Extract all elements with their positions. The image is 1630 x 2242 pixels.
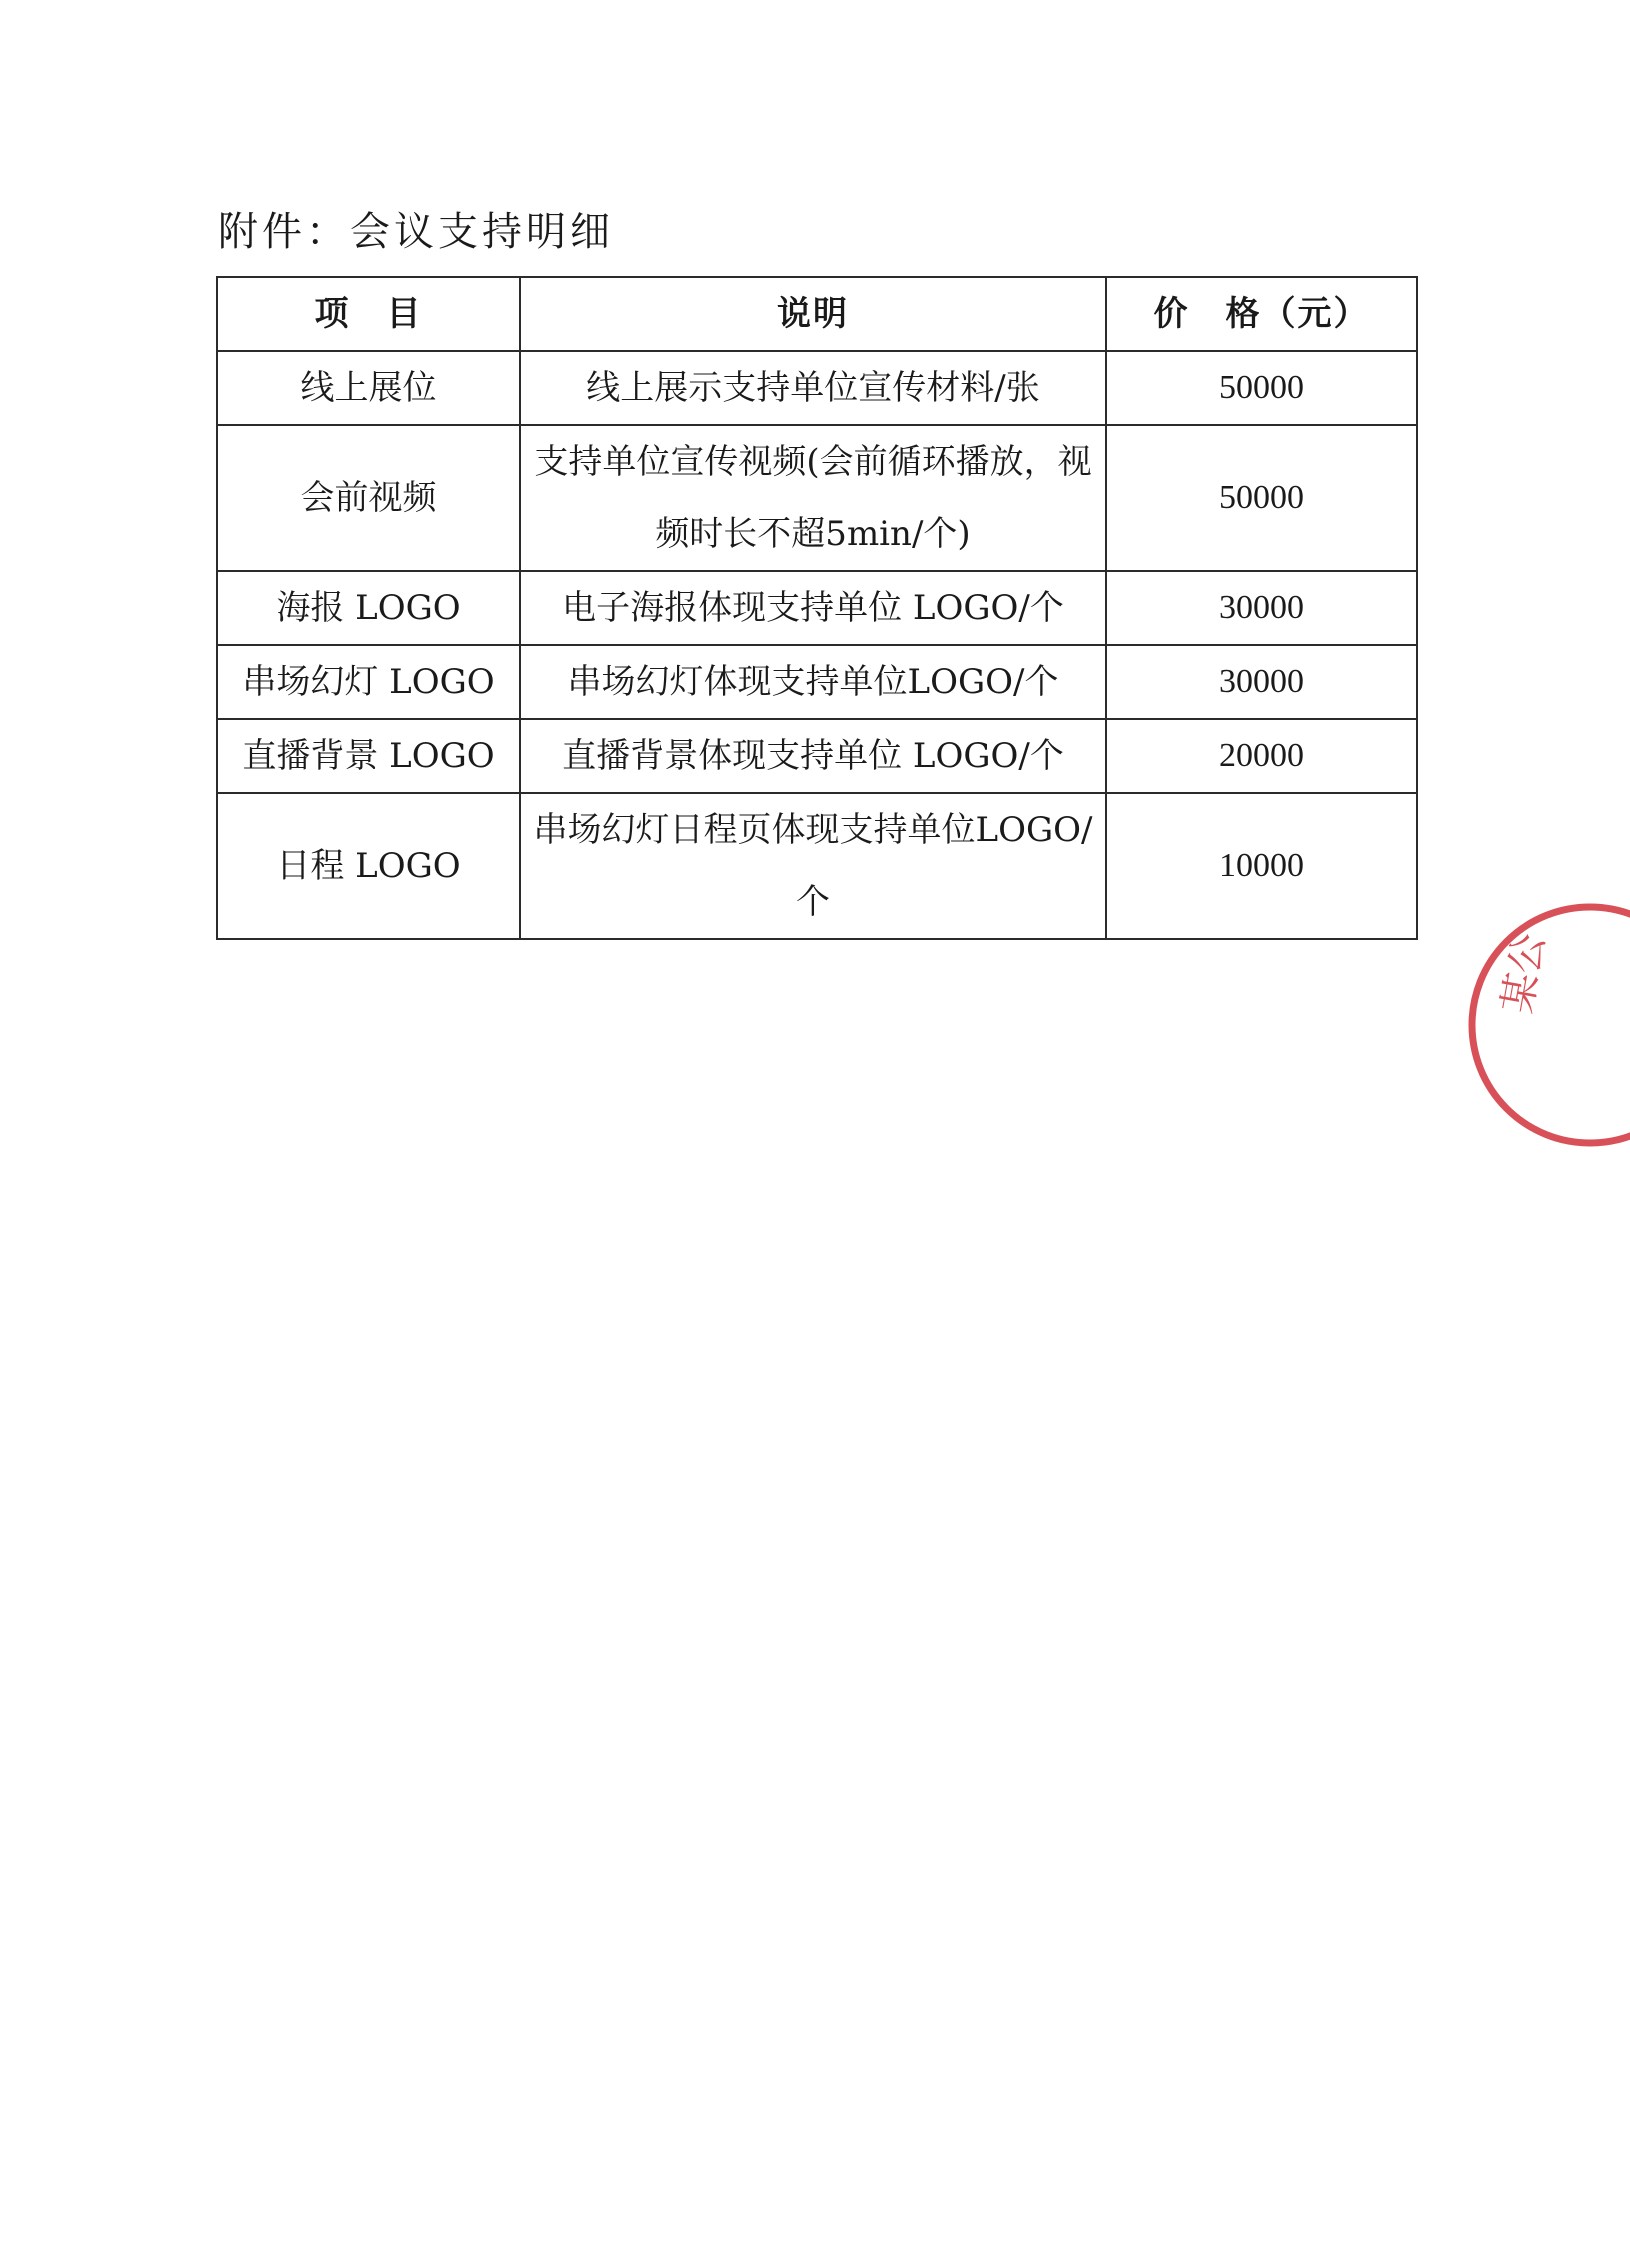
document-title: 附件：会议支持明细 bbox=[218, 209, 614, 255]
row-price: 30000 bbox=[1106, 571, 1417, 645]
row-price: 50000 bbox=[1106, 425, 1417, 571]
header-item: 项 目 bbox=[217, 277, 520, 351]
row-item: 直播背景 LOGO bbox=[217, 719, 520, 793]
row-description: 电子海报体现支持单位 LOGO/个 bbox=[520, 571, 1106, 645]
seal-text: 某公 bbox=[1494, 929, 1554, 1017]
row-item: 日程 LOGO bbox=[217, 793, 520, 939]
row-description: 支持单位宣传视频(会前循环播放，视频时长不超5min/个) bbox=[520, 425, 1106, 571]
row-description: 串场幻灯日程页体现支持单位LOGO/个 bbox=[520, 793, 1106, 939]
row-item: 线上展位 bbox=[217, 351, 520, 425]
row-item: 会前视频 bbox=[217, 425, 520, 571]
row-item: 串场幻灯 LOGO bbox=[217, 645, 520, 719]
header-description: 说明 bbox=[520, 277, 1106, 351]
table-row bbox=[217, 719, 1417, 793]
table-row bbox=[217, 351, 1417, 425]
table-row bbox=[217, 425, 1417, 571]
header-price: 价 格（元） bbox=[1106, 277, 1417, 351]
row-price: 20000 bbox=[1106, 719, 1417, 793]
row-description: 直播背景体现支持单位 LOGO/个 bbox=[520, 719, 1106, 793]
row-description: 线上展示支持单位宣传材料/张 bbox=[520, 351, 1106, 425]
table-header-row bbox=[217, 277, 1417, 351]
support-details-table bbox=[216, 276, 1418, 940]
row-price: 50000 bbox=[1106, 351, 1417, 425]
row-price: 10000 bbox=[1106, 793, 1417, 939]
row-description: 串场幻灯体现支持单位LOGO/个 bbox=[520, 645, 1106, 719]
table-row bbox=[217, 571, 1417, 645]
company-seal-stamp bbox=[1460, 895, 1630, 1155]
row-item: 海报 LOGO bbox=[217, 571, 520, 645]
table-row bbox=[217, 645, 1417, 719]
table-row bbox=[217, 793, 1417, 939]
row-price: 30000 bbox=[1106, 645, 1417, 719]
